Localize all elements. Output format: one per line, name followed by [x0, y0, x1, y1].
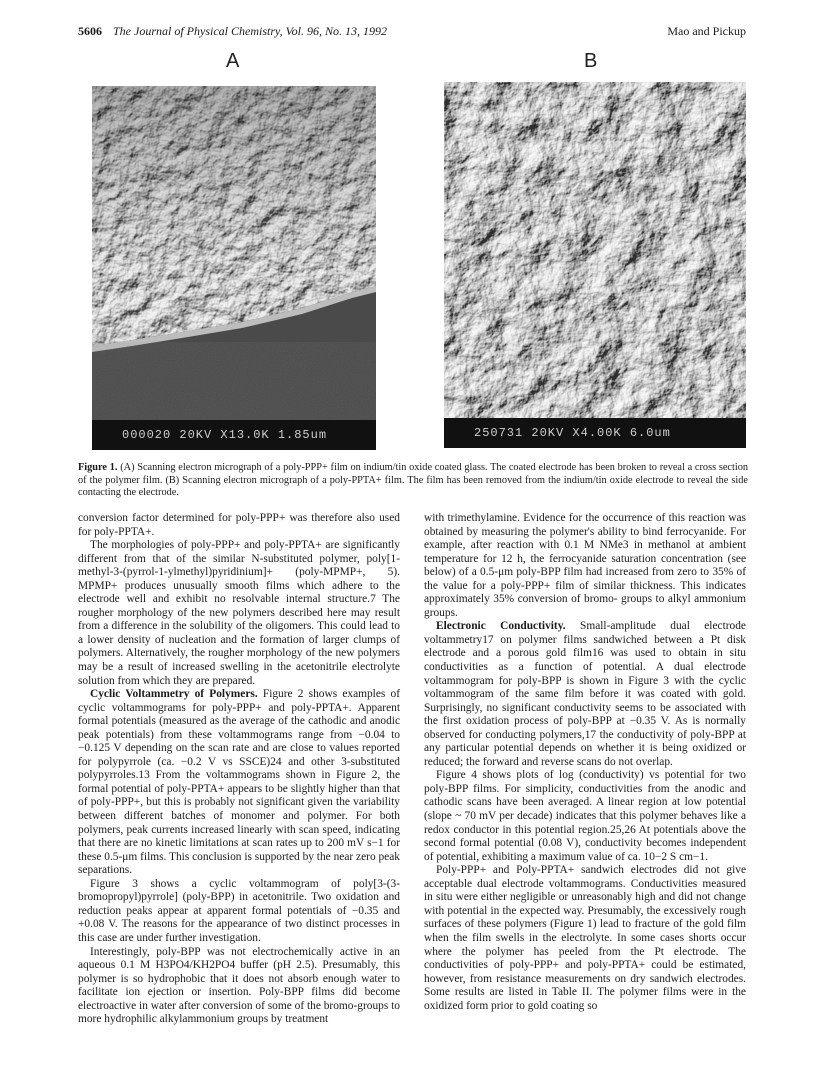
section-heading: Electronic Conductivity.	[436, 620, 566, 633]
paragraph: Electronic Conductivity. Small-amplitude dual electrode voltammetry17 on polymer films sandwiched between a Pt disk electrode and a porous gold film16 was used to obtain in situ conductivities as a function of potential. A dual electrode voltammogram for poly-BPP is shown in Figure 3 with the cyclic voltammogram of the same film before it was coated with gold. Surprisingly, no significant conductivity seems to be associated with the first oxidation process of poly-BPP at −0.35 V. As is normally observed for conducting polymers,17 the conductivity of poly-BPP at any particular potential depends on whether it is being oxidized or reduced; the forward and reverse scans do not overlap.	[424, 620, 746, 768]
figure-caption-label: Figure 1.	[78, 462, 118, 473]
figure-caption	[78, 462, 748, 500]
paragraph: Cyclic Voltammetry of Polymers. Figure 2 shows examples of cyclic voltammograms for poly-PPP+ and poly-PPTA+. Apparent formal potentials (measured as the average of the cathodic and anodic peak potentials) from these voltammograms range from −0.04 to −0.125 V depending on the scan rate and are close to values reported for polypyrrole (ca. −0.2 V vs SSCE)24 and other 3-substituted polypyrroles.13 From the voltammograms shown in Figure 2, the formal potential of poly-PPTA+ appears to be slightly higher than that of poly-PPP+, but this is probably not significant given the variability between different batches of monomer and polymer. For both polymers, peak currents increased linearly with scan speed, indicating that there are no kinetic limitations at scan rates up to 200 mV s−1 for these 0.5-μm films. This conclusion is supported by the near zero peak separations.	[78, 688, 400, 877]
page-number: 5606	[78, 24, 102, 38]
paragraph: with trimethylamine. Evidence for the occurrence of this reaction was obtained by measuring the polymer's ability to bind ferrocyanide. For example, after reaction with 0.1 M NMe3 in methanol at ambient temperature for 12 h, the ferrocyanide saturation concentration (see below) of a 0.5-μm poly-BPP film had increased from zero to 35% of the value for a poly-PPP+ film of similar thickness. This indicates approximately 35% conversion of bromo- groups to alkyl ammonium groups.	[424, 512, 746, 619]
journal-citation: The Journal of Physical Chemistry, Vol. 96, No. 13, 1992	[113, 24, 387, 38]
micrograph-a	[92, 86, 376, 450]
paragraph: Figure 3 shows a cyclic voltammogram of poly[3-(3-bromopropyl)pyrrole] (poly-BPP) in acetonitrile. Two oxidation and reduction peaks appear at apparent formal potentials of −0.35 and +0.08 V. The reasons for the appearance of two distinct processes in this case are under further investigation.	[78, 877, 400, 944]
left-text-column	[78, 512, 400, 1027]
micrograph-a-databar: 000020 20KV X13.0K 1.85um	[92, 420, 376, 450]
paragraph: conversion factor determined for poly-PPP+ was therefore also used for poly-PPTA+.	[78, 512, 400, 538]
panel-b-label: B	[584, 50, 598, 72]
micrograph-b	[444, 82, 746, 448]
paragraph: The morphologies of poly-PPP+ and poly-PPTA+ are significantly different from that of the similar N-substituted polymer, poly[1-methyl-3-(pyrrol-1-ylmethyl)pyridinium]+ (poly-MPMP+, 5). MPMP+ produces unusually smooth films which adhere to the electrode well and exhibit no resolvable internal structure.7 The rougher morphology of the new polymers described here may result from a difference in the solubility of the oligomers. This could lead to a lower density of nucleation and the formation of larger clumps of polymers. Alternatively, the rougher morphology of the new polymers may be a result of increased swelling in the acetonitrile electrolyte solution from which they are prepared.	[78, 539, 400, 687]
paragraph: Poly-PPP+ and Poly-PPTA+ sandwich electrodes did not give acceptable dual electrode voltammograms. Conductivities measured in situ were either negligible or unreasonably high and did not change with potential in the expected way. Presumably, the excessively rough surfaces of these polymers (Figure 1) lead to fracture of the gold film when the film swells in the electrolyte. In some cases shorts occur where the polymer has peeled from the Pt electrode. The conductivities of poly-PPP+ and poly-PPTA+ could be estimated, however, from resistance measurements on dry sandwich electrodes. Some results are listed in Table II. The polymer films were in the oxidized form prior to gold coating so	[424, 864, 746, 1012]
panel-a-label: A	[226, 50, 240, 72]
authors: Mao and Pickup	[667, 24, 746, 38]
paragraph: Figure 4 shows plots of log (conductivity) vs potential for two poly-BPP films. For simplicity, conductivities from the anodic and cathodic scans have been averaged. A linear region at low potential (slope ~ 70 mV per decade) indicates that this polymer behaves like a redox conductor in this potential region.25,26 At potentials above the second formal potential (0.08 V), conductivity becomes independent of potential, exhibiting a maximum value of ca. 10−2 S cm−1.	[424, 769, 746, 863]
micrograph-b-databar: 250731 20KV X4.00K 6.0um	[444, 418, 746, 448]
paragraph: Interestingly, poly-BPP was not electrochemically active in an aqueous 0.1 M H3PO4/KH2PO4 buffer (pH 2.5). Presumably, this polymer is so hydrophobic that it does not absorb enough water to facilitate ion ejection or insertion. Poly-BPP films did become electroactive in water after conversion of some of the bromo-groups to more hydrophilic alkylammonium groups by treatment	[78, 945, 400, 1026]
figure-caption-text: (A) Scanning electron micrograph of a poly-PPP+ film on indium/tin oxide coated glass. The coated electrode has been broken to reveal a cross section of the polymer film. (B) Scanning electron micrograph of a poly-PPTA+ film. The film has been removed from the indium/tin oxide electrode to reveal the side contacting the electrode.	[78, 462, 748, 498]
section-heading: Cyclic Voltammetry of Polymers.	[90, 688, 258, 701]
running-header	[78, 24, 746, 40]
micrograph-b-image	[444, 82, 746, 448]
right-text-column	[424, 512, 746, 1013]
micrograph-a-image	[92, 86, 376, 450]
